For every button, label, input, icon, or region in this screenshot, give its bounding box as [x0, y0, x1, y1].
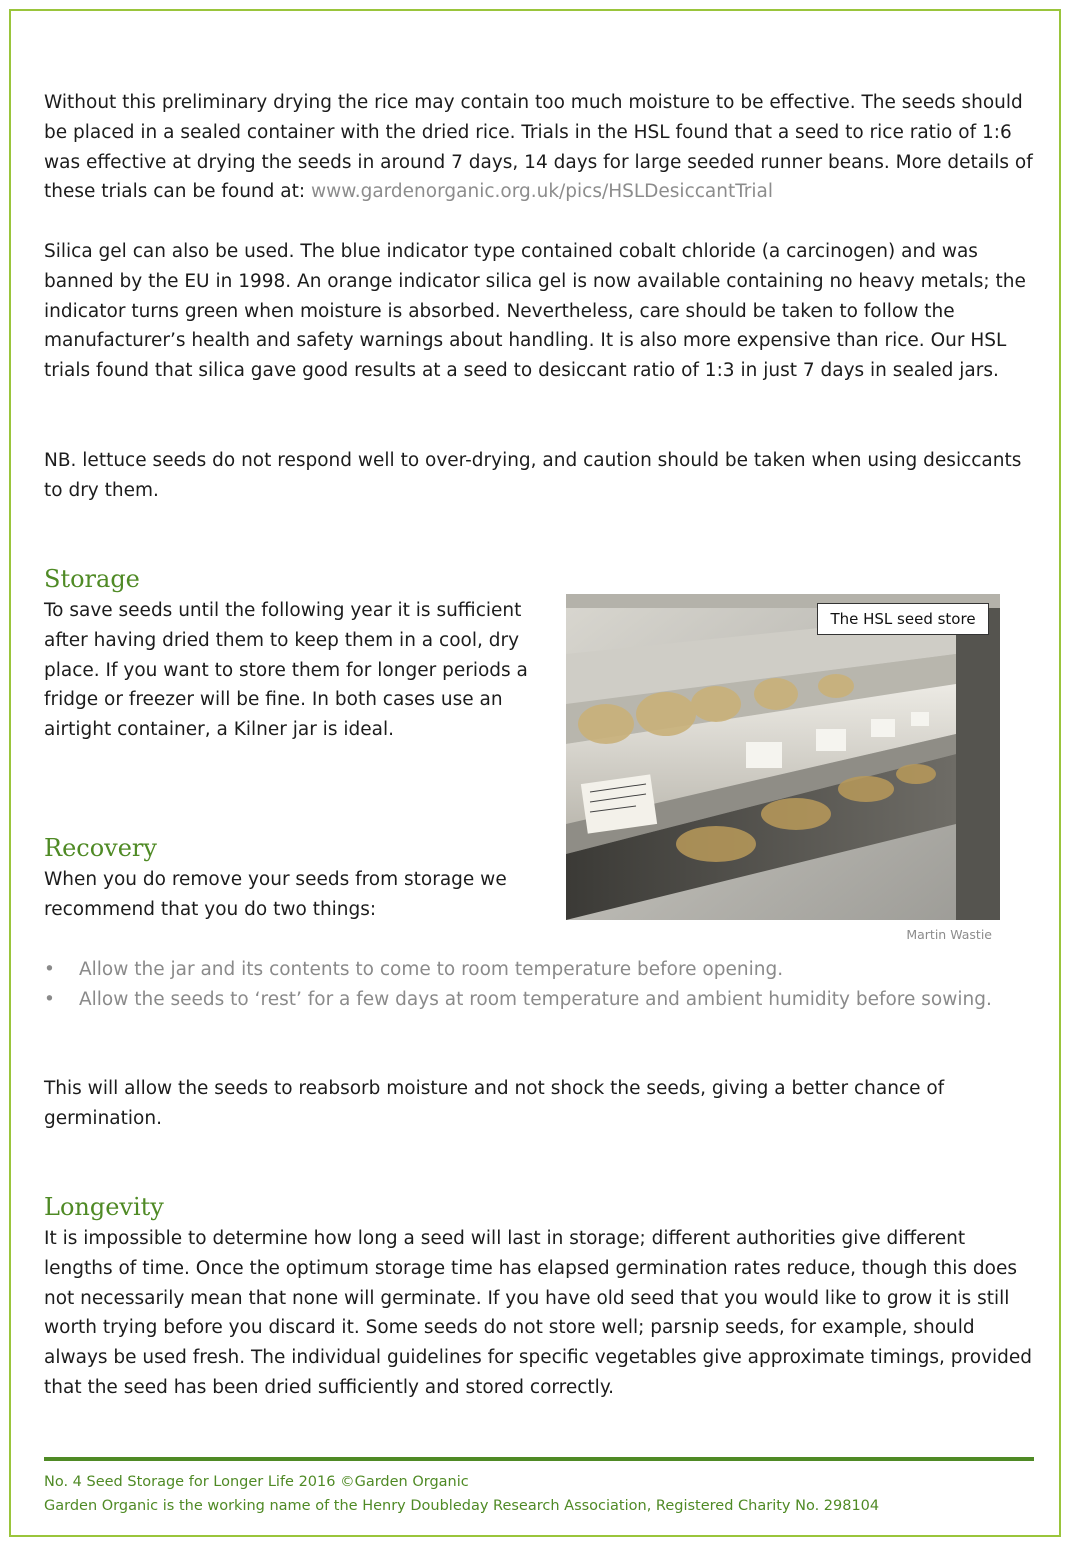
lettuce-note-paragraph: NB. lettuce seeds do not respond well to over-drying, and caution should be taken when using desiccants to dry them.	[44, 450, 1022, 501]
drying-paragraph	[44, 88, 1034, 207]
footer	[44, 1470, 1034, 1518]
drying-intro-text: Without this preliminary drying the rice may contain too much moisture to be effective. The seeds should be placed in a sealed container with the dried rice. Trials in the HSL found that a seed to rice ratio of 1:6 was effective at drying the seeds in around 7 days, 14 days for large seeded runner beans. More details of these trials can be found at:	[44, 92, 1033, 203]
storage-paragraph: To save seeds until the following year it is sufficient after having dried them to keep them in a cool, dry place. If you want to store them for longer periods a fridge or freezer will be fine. In both cases use an airtight container, a Kilner jar is ideal.	[44, 600, 528, 741]
recovery-after-paragraph: This will allow the seeds to reabsorb moisture and not shock the seeds, giving a better chance of germination.	[44, 1078, 945, 1129]
list-item: • Allow the seeds to ‘rest’ for a few days at room temperature and ambient humidity before sowing.	[44, 985, 1004, 1015]
silica-paragraph: Silica gel can also be used. The blue indicator type contained cobalt chloride (a carcinogen) and was banned by the EU in 1998. An orange indicator silica gel is now available containing no heavy metals; the indicator turns green when moisture is absorbed. Nevertheless, care should be taken to follow the manufacturer’s health and safety warnings about handling. It is also more expensive than rice. Our HSL trials found that silica gave good results at a seed to desiccant ratio of 1:3 in just 7 days in sealed jars.	[44, 241, 1026, 382]
footer-line-title: No. 4 Seed Storage for Longer Life 2016 ©Garden Organic	[44, 1474, 469, 1490]
footer-line-charity: Garden Organic is the working name of the Henry Doubleday Research Association, Registered Charity No. 298104	[44, 1498, 880, 1514]
recovery-paragraph: When you do remove your seeds from storage we recommend that you do two things:	[44, 869, 507, 920]
photo-credit: Martin Wastie	[906, 927, 992, 942]
seed-store-illustration	[566, 594, 1000, 920]
recovery-bullet-list	[44, 955, 1004, 1015]
desiccant-trial-link[interactable]: www.gardenorganic.org.uk/pics/HSLDesiccantTrial	[311, 181, 774, 203]
footer-divider	[44, 1457, 1034, 1461]
longevity-heading: Longevity	[44, 1193, 164, 1221]
longevity-paragraph: It is impossible to determine how long a seed will last in storage; different authorities give different lengths of time. Once the optimum storage time has elapsed germination rates reduce, though this does not necessarily mean that none will germinate. If you have old seed that you would like to grow it is still worth trying before you discard it. Some seeds do not store well; parsnip seeds, for example, should always be used fresh. The individual guidelines for specific vegetables give approximate timings, provided that the seed has been dried sufficiently and stored correctly.	[44, 1228, 1032, 1398]
recovery-heading: Recovery	[44, 834, 157, 862]
seed-store-photo	[566, 594, 1000, 920]
photo-caption-box: The HSL seed store	[817, 603, 989, 635]
storage-heading: Storage	[44, 565, 140, 593]
list-item: • Allow the jar and its contents to come to room temperature before opening.	[44, 955, 1004, 985]
